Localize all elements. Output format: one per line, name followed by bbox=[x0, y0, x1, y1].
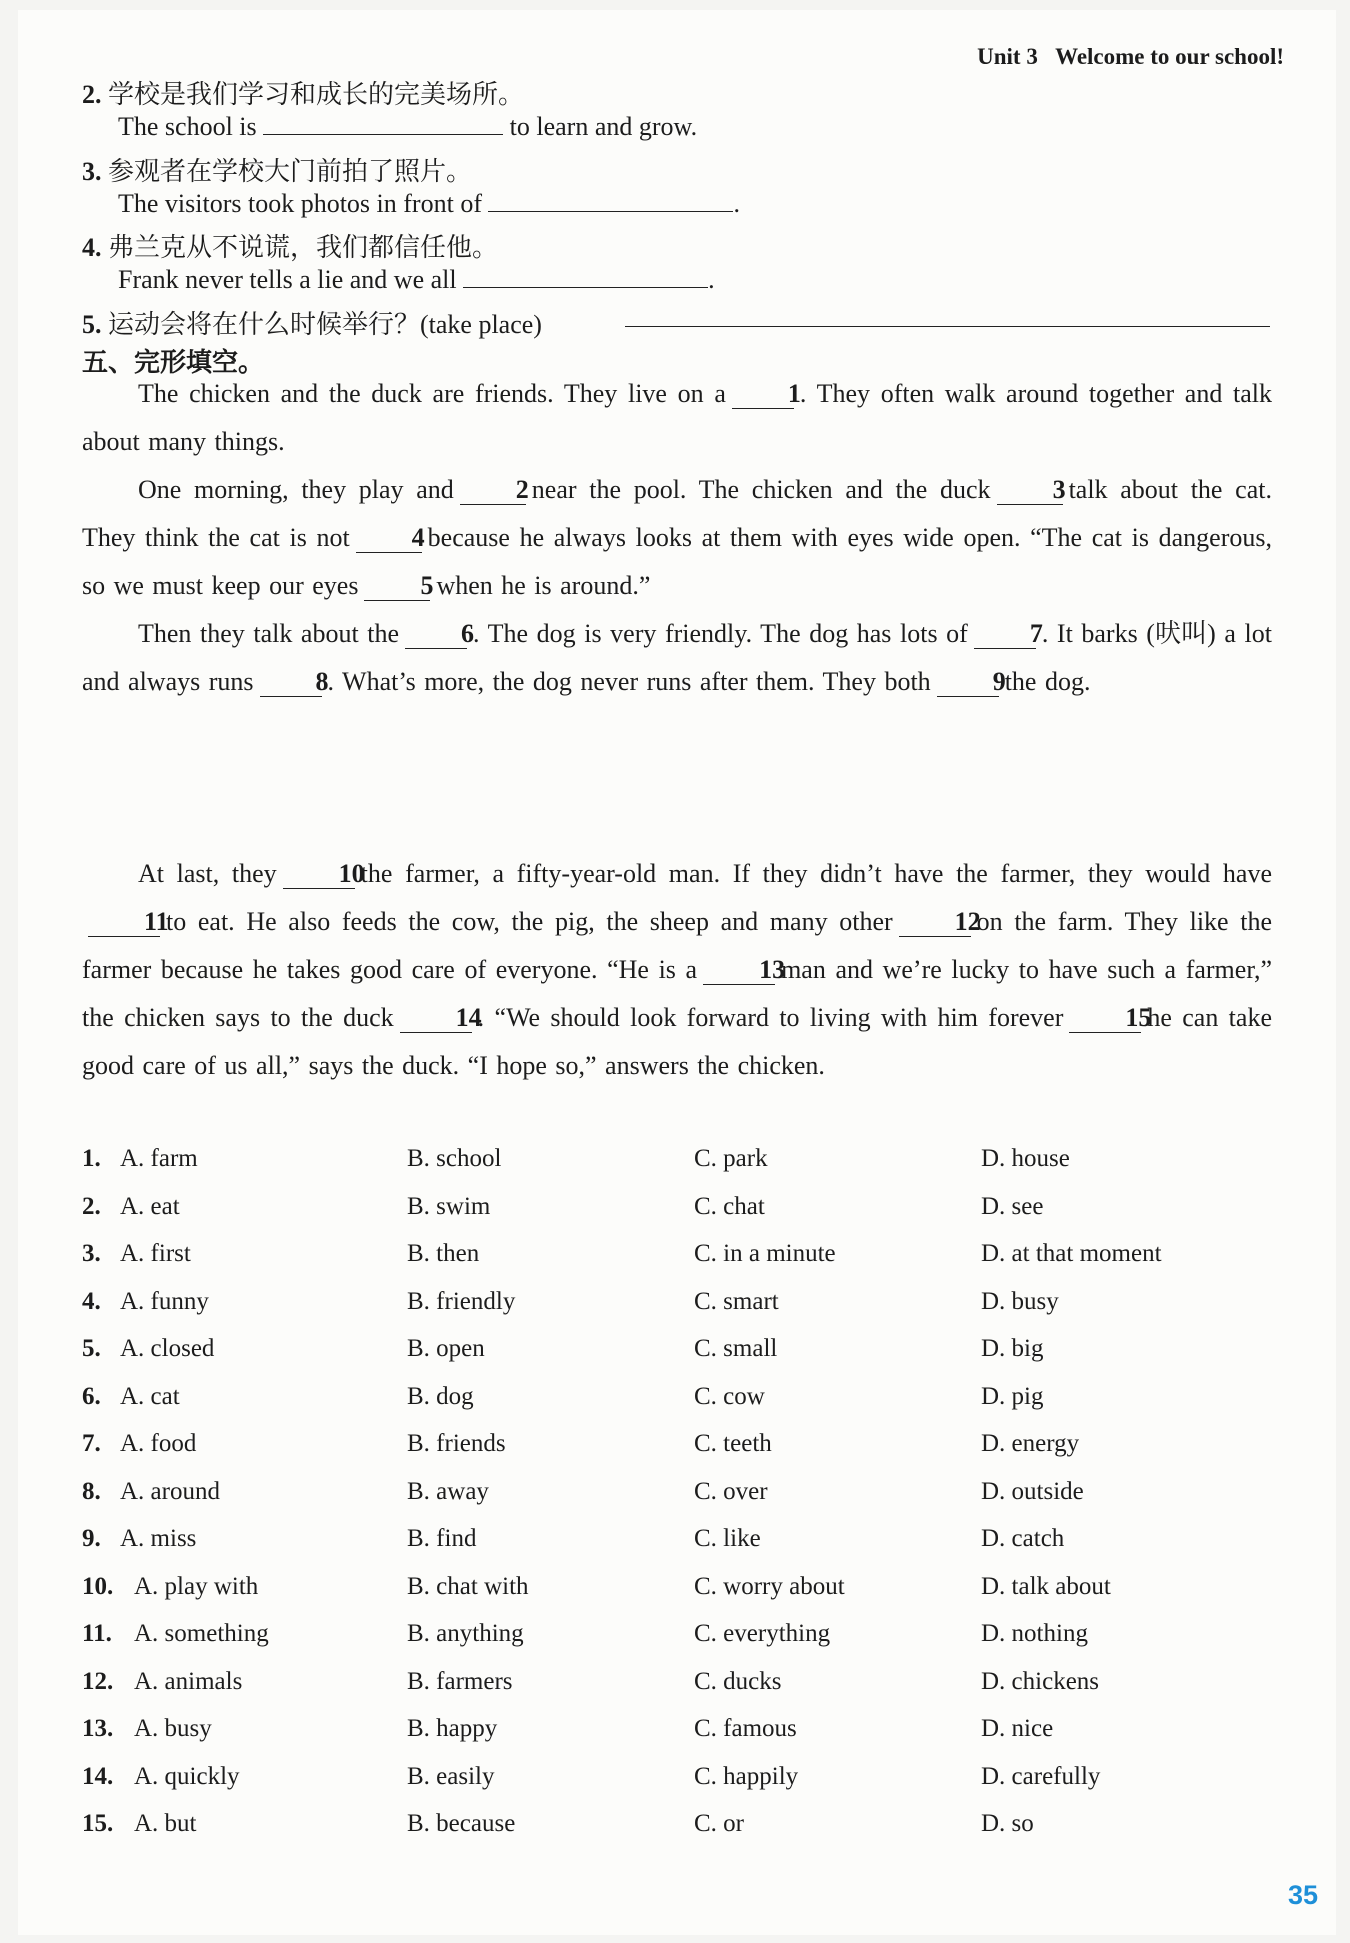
option-b[interactable]: B. away bbox=[407, 1478, 489, 1505]
translation-4-en bbox=[118, 265, 715, 295]
option-b[interactable]: B. swim bbox=[407, 1193, 491, 1220]
option-row-8: 8. A. around B. away C. over D. outside bbox=[82, 1478, 1084, 1505]
option-row-7: 7. A. food B. friends C. teeth D. energy bbox=[82, 1430, 1080, 1457]
page-header bbox=[977, 44, 1284, 70]
page-number: 35 bbox=[1287, 1880, 1318, 1910]
chinese-sentence: 运动会将在什么时候举行？(take place) bbox=[108, 310, 542, 339]
option-c[interactable]: C. cow bbox=[694, 1383, 765, 1410]
english-suffix: to learn and grow. bbox=[509, 112, 698, 141]
option-a[interactable]: A. food bbox=[120, 1430, 197, 1457]
english-suffix: . bbox=[708, 265, 715, 294]
option-d[interactable]: D. so bbox=[981, 1810, 1034, 1837]
option-row-13: 13. A. busy B. happy C. famous D. nice bbox=[82, 1715, 1054, 1742]
option-b[interactable]: B. find bbox=[407, 1525, 477, 1552]
option-b[interactable]: B. then bbox=[407, 1240, 480, 1267]
option-d[interactable]: D. nothing bbox=[981, 1620, 1088, 1647]
cloze-blank-12[interactable]: 12 bbox=[899, 908, 971, 937]
cloze-blank-9[interactable]: 9 bbox=[937, 668, 999, 697]
option-a[interactable]: A. busy bbox=[134, 1715, 212, 1742]
option-d[interactable]: D. talk about bbox=[981, 1573, 1111, 1600]
option-row-4: 4. A. funny B. friendly C. smart D. busy bbox=[82, 1288, 1059, 1315]
cloze-blank-7[interactable]: 7 bbox=[974, 620, 1036, 649]
translation-3-cn bbox=[82, 151, 472, 188]
option-c[interactable]: C. famous bbox=[694, 1715, 797, 1742]
option-a[interactable]: A. funny bbox=[120, 1288, 209, 1315]
option-b[interactable]: B. because bbox=[407, 1810, 516, 1837]
option-c[interactable]: C. in a minute bbox=[694, 1240, 836, 1267]
cloze-blank-15[interactable]: 15 bbox=[1069, 1004, 1141, 1033]
option-c[interactable]: C. like bbox=[694, 1525, 761, 1552]
passage-paragraph-4: At last, they 10the farmer, a fifty-year-old man. If they didn’t have the farmer, they would have11to eat. He also feeds the cow, the pig, the sheep and many other 12on the farm. They like the farmer because he takes good care of everyone. “He is a 13man and we’re lucky to have such a farmer,” the chicken says to the duck 14. “We should look forward to living with him forever 15he can take good care of us all,” says the duck. “I hope so,” answers the chicken. bbox=[82, 859, 1273, 1080]
option-d[interactable]: D. house bbox=[981, 1145, 1070, 1172]
cloze-blank-3[interactable]: 3 bbox=[997, 476, 1063, 505]
translation-5-answer bbox=[625, 304, 1270, 334]
option-c[interactable]: C. over bbox=[694, 1478, 768, 1505]
option-c[interactable]: C. teeth bbox=[694, 1430, 772, 1457]
option-d[interactable]: D. carefully bbox=[981, 1763, 1101, 1790]
option-b[interactable]: B. open bbox=[407, 1335, 485, 1362]
unit-title: Welcome to our school! bbox=[1055, 44, 1284, 69]
option-c[interactable]: C. happily bbox=[694, 1763, 799, 1790]
cloze-blank-11[interactable]: 11 bbox=[88, 908, 160, 937]
option-a[interactable]: A. something bbox=[134, 1620, 269, 1647]
option-row-9: 9. A. miss B. find C. like D. catch bbox=[82, 1525, 1065, 1552]
answer-blank[interactable] bbox=[263, 112, 503, 135]
option-row-5: 5. A. closed B. open C. small D. big bbox=[82, 1335, 1044, 1362]
option-a[interactable]: A. but bbox=[134, 1810, 197, 1837]
chinese-sentence: 参观者在学校大门前拍了照片。 bbox=[108, 157, 473, 186]
answer-blank[interactable] bbox=[488, 189, 733, 212]
option-c[interactable]: C. chat bbox=[694, 1193, 765, 1220]
option-row-3: 3. A. first B. then C. in a minute D. at that moment bbox=[82, 1240, 1162, 1267]
option-a[interactable]: A. around bbox=[120, 1478, 220, 1505]
option-b[interactable]: B. easily bbox=[407, 1763, 495, 1790]
option-a[interactable]: A. miss bbox=[120, 1525, 197, 1552]
option-c[interactable]: C. small bbox=[694, 1335, 778, 1362]
option-d[interactable]: D. at that moment bbox=[981, 1240, 1162, 1267]
unit-label: Unit 3 bbox=[977, 44, 1038, 69]
option-d[interactable]: D. big bbox=[981, 1335, 1044, 1362]
cloze-blank-8[interactable]: 8 bbox=[260, 668, 322, 697]
option-row-15: 15. A. but B. because C. or D. so bbox=[82, 1810, 1034, 1837]
option-d[interactable]: D. catch bbox=[981, 1525, 1065, 1552]
item-number: 5. bbox=[82, 310, 102, 339]
option-a[interactable]: A. animals bbox=[134, 1668, 243, 1695]
option-a[interactable]: A. play with bbox=[134, 1573, 259, 1600]
option-a[interactable]: A. quickly bbox=[134, 1763, 240, 1790]
item-number: 4. bbox=[82, 233, 102, 262]
option-d[interactable]: D. outside bbox=[981, 1478, 1084, 1505]
translation-5-cn bbox=[82, 304, 542, 341]
option-row-14: 14. A. quickly B. easily C. happily D. carefully bbox=[82, 1763, 1101, 1790]
answer-blank[interactable] bbox=[463, 265, 708, 288]
option-b[interactable]: B. dog bbox=[407, 1383, 474, 1410]
translation-3-en bbox=[118, 189, 740, 219]
english-prefix: The visitors took photos in front of bbox=[118, 189, 482, 218]
option-d[interactable]: D. busy bbox=[981, 1288, 1059, 1315]
cloze-blank-10[interactable]: 10 bbox=[283, 860, 355, 889]
cloze-blank-2[interactable]: 2 bbox=[460, 476, 526, 505]
option-d[interactable]: D. see bbox=[981, 1193, 1044, 1220]
english-suffix: . bbox=[733, 189, 740, 218]
item-number: 3. bbox=[82, 157, 102, 186]
item-number: 2. bbox=[82, 80, 102, 109]
cloze-blank-6[interactable]: 6 bbox=[405, 620, 467, 649]
option-d[interactable]: D. chickens bbox=[981, 1668, 1100, 1695]
passage-paragraph-2: One morning, they play and 2 near the pool. The chicken and the duck 3 talk about the cat. They think the cat is not 4 because he always looks at them with eyes wide open. “The cat is dangerous, so we must keep our eyes 5 when he is around.” bbox=[82, 475, 1272, 600]
option-d[interactable]: D. nice bbox=[981, 1715, 1054, 1742]
answer-blank[interactable] bbox=[625, 304, 1270, 327]
cloze-blank-13[interactable]: 13 bbox=[703, 956, 775, 985]
english-prefix: Frank never tells a lie and we all bbox=[118, 265, 457, 294]
option-b[interactable]: B. friends bbox=[407, 1430, 506, 1457]
option-c[interactable]: C. everything bbox=[694, 1620, 831, 1647]
passage-paragraph-1: The chicken and the duck are friends. They live on a 1. They often walk around together and talk about many things. bbox=[82, 379, 1272, 456]
option-b[interactable]: B. friendly bbox=[407, 1288, 516, 1315]
section-title: 五、完形填空。 bbox=[82, 348, 265, 377]
translation-2-en bbox=[118, 112, 697, 142]
option-d[interactable]: D. energy bbox=[981, 1430, 1080, 1457]
translation-4-cn bbox=[82, 227, 498, 264]
option-c[interactable]: C. worry about bbox=[694, 1573, 845, 1600]
chinese-sentence: 弗兰克从不说谎，我们都信任他。 bbox=[108, 233, 499, 262]
cloze-blank-5[interactable]: 5 bbox=[364, 572, 430, 601]
cloze-blank-4[interactable]: 4 bbox=[356, 524, 422, 553]
option-a[interactable]: A. cat bbox=[120, 1383, 180, 1410]
option-row-1: 1. A. farm B. school C. park D. house bbox=[82, 1145, 1070, 1172]
option-b[interactable]: B. chat with bbox=[407, 1573, 529, 1600]
option-a[interactable]: A. closed bbox=[120, 1335, 215, 1362]
english-prefix: The school is bbox=[118, 112, 257, 141]
option-row-10: 10. A. play with B. chat with C. worry about D. talk about bbox=[82, 1573, 1111, 1600]
cloze-blank-14[interactable]: 14 bbox=[400, 1004, 472, 1033]
option-b[interactable]: B. farmers bbox=[407, 1668, 513, 1695]
option-c[interactable]: C. ducks bbox=[694, 1668, 782, 1695]
option-c[interactable]: C. or bbox=[694, 1810, 744, 1837]
option-a[interactable]: A. eat bbox=[120, 1193, 180, 1220]
option-b[interactable]: B. anything bbox=[407, 1620, 524, 1647]
option-row-12: 12. A. animals B. farmers C. ducks D. chickens bbox=[82, 1668, 1100, 1695]
option-a[interactable]: A. farm bbox=[120, 1145, 198, 1172]
option-b[interactable]: B. happy bbox=[407, 1715, 498, 1742]
option-row-2: 2. A. eat B. swim C. chat D. see bbox=[82, 1193, 1044, 1220]
chinese-sentence: 学校是我们学习和成长的完美场所。 bbox=[108, 80, 525, 109]
translation-2-cn bbox=[82, 74, 524, 111]
option-c[interactable]: C. park bbox=[694, 1145, 768, 1172]
option-a[interactable]: A. first bbox=[120, 1240, 191, 1267]
option-row-6: 6. A. cat B. dog C. cow D. pig bbox=[82, 1383, 1044, 1410]
passage-paragraph-3: Then they talk about the 6. The dog is very friendly. The dog has lots of 7. It barks (吠叫) a lot and always runs 8. What’s more, the dog never runs after them. They both 9the dog. bbox=[82, 619, 1272, 696]
option-d[interactable]: D. pig bbox=[981, 1383, 1044, 1410]
option-c[interactable]: C. smart bbox=[694, 1288, 779, 1315]
cloze-blank-1[interactable]: 1 bbox=[732, 380, 794, 409]
option-b[interactable]: B. school bbox=[407, 1145, 502, 1172]
option-row-11: 11. A. something B. anything C. everything D. nothing bbox=[82, 1620, 1088, 1647]
